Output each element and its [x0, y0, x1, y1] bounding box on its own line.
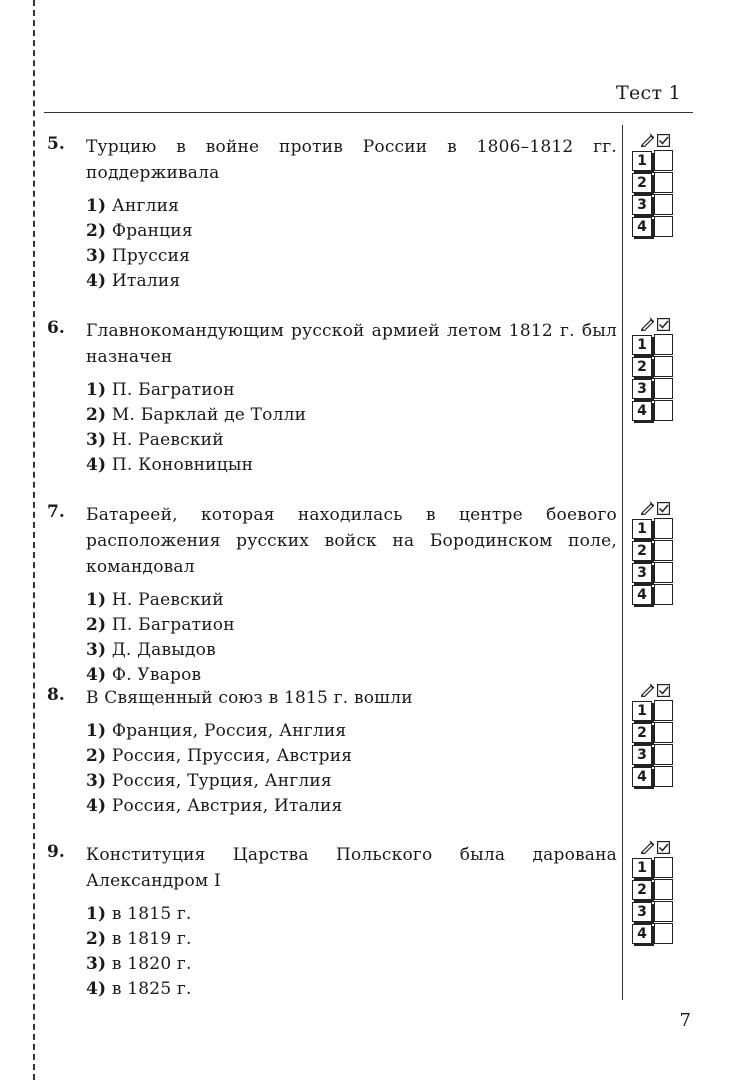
option-number: 4): [86, 665, 107, 685]
answer-number: 4: [632, 585, 652, 605]
option-text: в 1820 г.: [111, 954, 192, 974]
answer-number: 1: [632, 335, 652, 355]
answer-row-3: [632, 562, 676, 584]
answer-icons: [632, 840, 676, 857]
answer-row-1: [632, 518, 676, 540]
answer-cell[interactable]: [654, 700, 673, 721]
option-text: П. Багратион: [111, 615, 235, 635]
answer-box-q9: [632, 840, 676, 945]
question-number: 9.: [47, 842, 65, 862]
answer-cell[interactable]: [654, 216, 673, 237]
option-2: [86, 613, 617, 638]
pen-icon: [641, 501, 655, 515]
answer-cell[interactable]: [654, 879, 673, 900]
answer-cell[interactable]: [654, 744, 673, 765]
option-text: Россия, Турция, Англия: [111, 771, 332, 791]
answer-cell[interactable]: [654, 400, 673, 421]
question-text: Батареей, которая находилась в центре боевого расположения русских войск на Бородинском поле, командовал: [86, 505, 617, 577]
option-text: Н. Раевский: [111, 590, 224, 610]
checkbox-icon: [657, 502, 670, 515]
option-number: 4): [86, 979, 107, 999]
option-1: [86, 378, 617, 403]
option-text: Франция, Россия, Англия: [111, 721, 347, 741]
answer-cell[interactable]: [654, 172, 673, 193]
pen-icon: [641, 317, 655, 331]
answer-number: 1: [632, 519, 652, 539]
answer-cell[interactable]: [654, 334, 673, 355]
option-text: Пруссия: [111, 246, 191, 266]
answer-cell[interactable]: [654, 901, 673, 922]
question-7: [47, 502, 617, 688]
answer-cell[interactable]: [654, 194, 673, 215]
question-text: Главнокомандующим русской армией летом 1812 г. был назначен: [86, 321, 617, 367]
answer-row-1: [632, 700, 676, 722]
question-6: [47, 318, 617, 478]
option-number: 4): [86, 455, 107, 475]
option-text: Н. Раевский: [111, 430, 224, 450]
answer-cell[interactable]: [654, 378, 673, 399]
question-text: Турцию в войне против России в 1806–1812 гг. поддерживала: [86, 137, 617, 183]
answer-number: 2: [632, 880, 652, 900]
option-4: [86, 453, 617, 478]
answer-box-q8: [632, 683, 676, 788]
option-number: 3): [86, 771, 107, 791]
option-text: П. Коновницын: [111, 455, 254, 475]
option-2: [86, 403, 617, 428]
checkbox-icon: [657, 134, 670, 147]
option-3: [86, 244, 617, 269]
option-text: Англия: [111, 196, 180, 216]
answer-cell[interactable]: [654, 923, 673, 944]
answer-number: 4: [632, 767, 652, 787]
option-text: Ф. Уваров: [111, 665, 202, 685]
answer-row-4: [632, 216, 676, 238]
option-text: П. Багратион: [111, 380, 235, 400]
option-number: 3): [86, 954, 107, 974]
answer-number: 2: [632, 541, 652, 561]
option-number: 2): [86, 221, 107, 241]
option-number: 1): [86, 196, 107, 216]
answer-row-4: [632, 584, 676, 606]
option-1: [86, 719, 617, 744]
pen-icon: [641, 133, 655, 147]
option-number: 4): [86, 796, 107, 816]
answer-row-1: [632, 857, 676, 879]
answer-row-4: [632, 923, 676, 945]
option-1: [86, 588, 617, 613]
answer-number: 3: [632, 195, 652, 215]
answer-row-2: [632, 722, 676, 744]
answer-cell[interactable]: [654, 540, 673, 561]
option-number: 2): [86, 615, 107, 635]
option-text: Франция: [111, 221, 193, 241]
answer-cell[interactable]: [654, 857, 673, 878]
question-number: 5.: [47, 134, 65, 154]
answer-row-2: [632, 540, 676, 562]
answer-box-q7: [632, 501, 676, 606]
question-number: 8.: [47, 685, 65, 705]
answer-row-2: [632, 172, 676, 194]
answer-number: 3: [632, 902, 652, 922]
options-list: [86, 719, 617, 819]
option-number: 1): [86, 380, 107, 400]
cut-line: [33, 0, 35, 1080]
option-3: [86, 952, 617, 977]
answer-icons: [632, 501, 676, 518]
option-text: Россия, Пруссия, Австрия: [111, 746, 353, 766]
answer-cell[interactable]: [654, 150, 673, 171]
option-4: [86, 794, 617, 819]
answer-number: 3: [632, 563, 652, 583]
option-2: [86, 219, 617, 244]
answer-cell[interactable]: [654, 356, 673, 377]
checkbox-icon: [657, 841, 670, 854]
question-9: [47, 842, 617, 1002]
answer-box-q5: [632, 133, 676, 238]
answer-cell[interactable]: [654, 722, 673, 743]
question-5: [47, 134, 617, 294]
answer-number: 2: [632, 357, 652, 377]
answer-row-3: [632, 194, 676, 216]
answer-box-q6: [632, 317, 676, 422]
options-list: [86, 588, 617, 688]
answer-row-1: [632, 150, 676, 172]
options-list: [86, 194, 617, 294]
page-header-title: Тест 1: [616, 82, 681, 104]
answer-row-3: [632, 744, 676, 766]
question-text: В Священный союз в 1815 г. вошли: [86, 688, 413, 708]
option-4: [86, 269, 617, 294]
checkbox-icon: [657, 318, 670, 331]
options-list: [86, 902, 617, 1002]
answer-cell[interactable]: [654, 518, 673, 539]
answer-row-2: [632, 879, 676, 901]
option-2: [86, 927, 617, 952]
answer-row-1: [632, 334, 676, 356]
question-8: [47, 685, 617, 819]
answer-cell[interactable]: [654, 584, 673, 605]
option-3: [86, 638, 617, 663]
option-number: 4): [86, 271, 107, 291]
answer-row-2: [632, 356, 676, 378]
answer-number: 4: [632, 924, 652, 944]
answer-column-divider: [622, 125, 623, 1000]
option-3: [86, 428, 617, 453]
option-number: 2): [86, 746, 107, 766]
answer-icons: [632, 133, 676, 150]
option-text: в 1815 г.: [111, 904, 192, 924]
answer-number: 1: [632, 701, 652, 721]
options-list: [86, 378, 617, 478]
option-2: [86, 744, 617, 769]
checkbox-icon: [657, 684, 670, 697]
answer-row-4: [632, 400, 676, 422]
option-text: Д. Давыдов: [111, 640, 216, 660]
answer-number: 1: [632, 858, 652, 878]
option-1: [86, 902, 617, 927]
option-number: 2): [86, 405, 107, 425]
answer-number: 2: [632, 173, 652, 193]
option-text: в 1819 г.: [111, 929, 192, 949]
option-number: 3): [86, 430, 107, 450]
page-number: 7: [679, 1010, 691, 1031]
option-number: 1): [86, 904, 107, 924]
option-text: в 1825 г.: [111, 979, 192, 999]
option-text: М. Барклай де Толли: [111, 405, 307, 425]
answer-number: 1: [632, 151, 652, 171]
answer-number: 4: [632, 217, 652, 237]
answer-icons: [632, 683, 676, 700]
option-text: Италия: [111, 271, 181, 291]
option-4: [86, 977, 617, 1002]
option-number: 1): [86, 590, 107, 610]
answer-number: 4: [632, 401, 652, 421]
pen-icon: [641, 840, 655, 854]
option-number: 1): [86, 721, 107, 741]
question-number: 6.: [47, 318, 65, 338]
answer-row-3: [632, 901, 676, 923]
answer-cell[interactable]: [654, 766, 673, 787]
option-3: [86, 769, 617, 794]
option-text: Россия, Австрия, Италия: [111, 796, 343, 816]
header-rule: [44, 112, 693, 113]
answer-row-4: [632, 766, 676, 788]
answer-number: 2: [632, 723, 652, 743]
answer-number: 3: [632, 379, 652, 399]
answer-icons: [632, 317, 676, 334]
question-text: Конституция Царства Польского была дарована Александром I: [86, 845, 617, 891]
answer-cell[interactable]: [654, 562, 673, 583]
option-number: 2): [86, 929, 107, 949]
option-1: [86, 194, 617, 219]
pen-icon: [641, 683, 655, 697]
answer-row-3: [632, 378, 676, 400]
option-number: 3): [86, 640, 107, 660]
answer-number: 3: [632, 745, 652, 765]
option-number: 3): [86, 246, 107, 266]
question-number: 7.: [47, 502, 65, 522]
